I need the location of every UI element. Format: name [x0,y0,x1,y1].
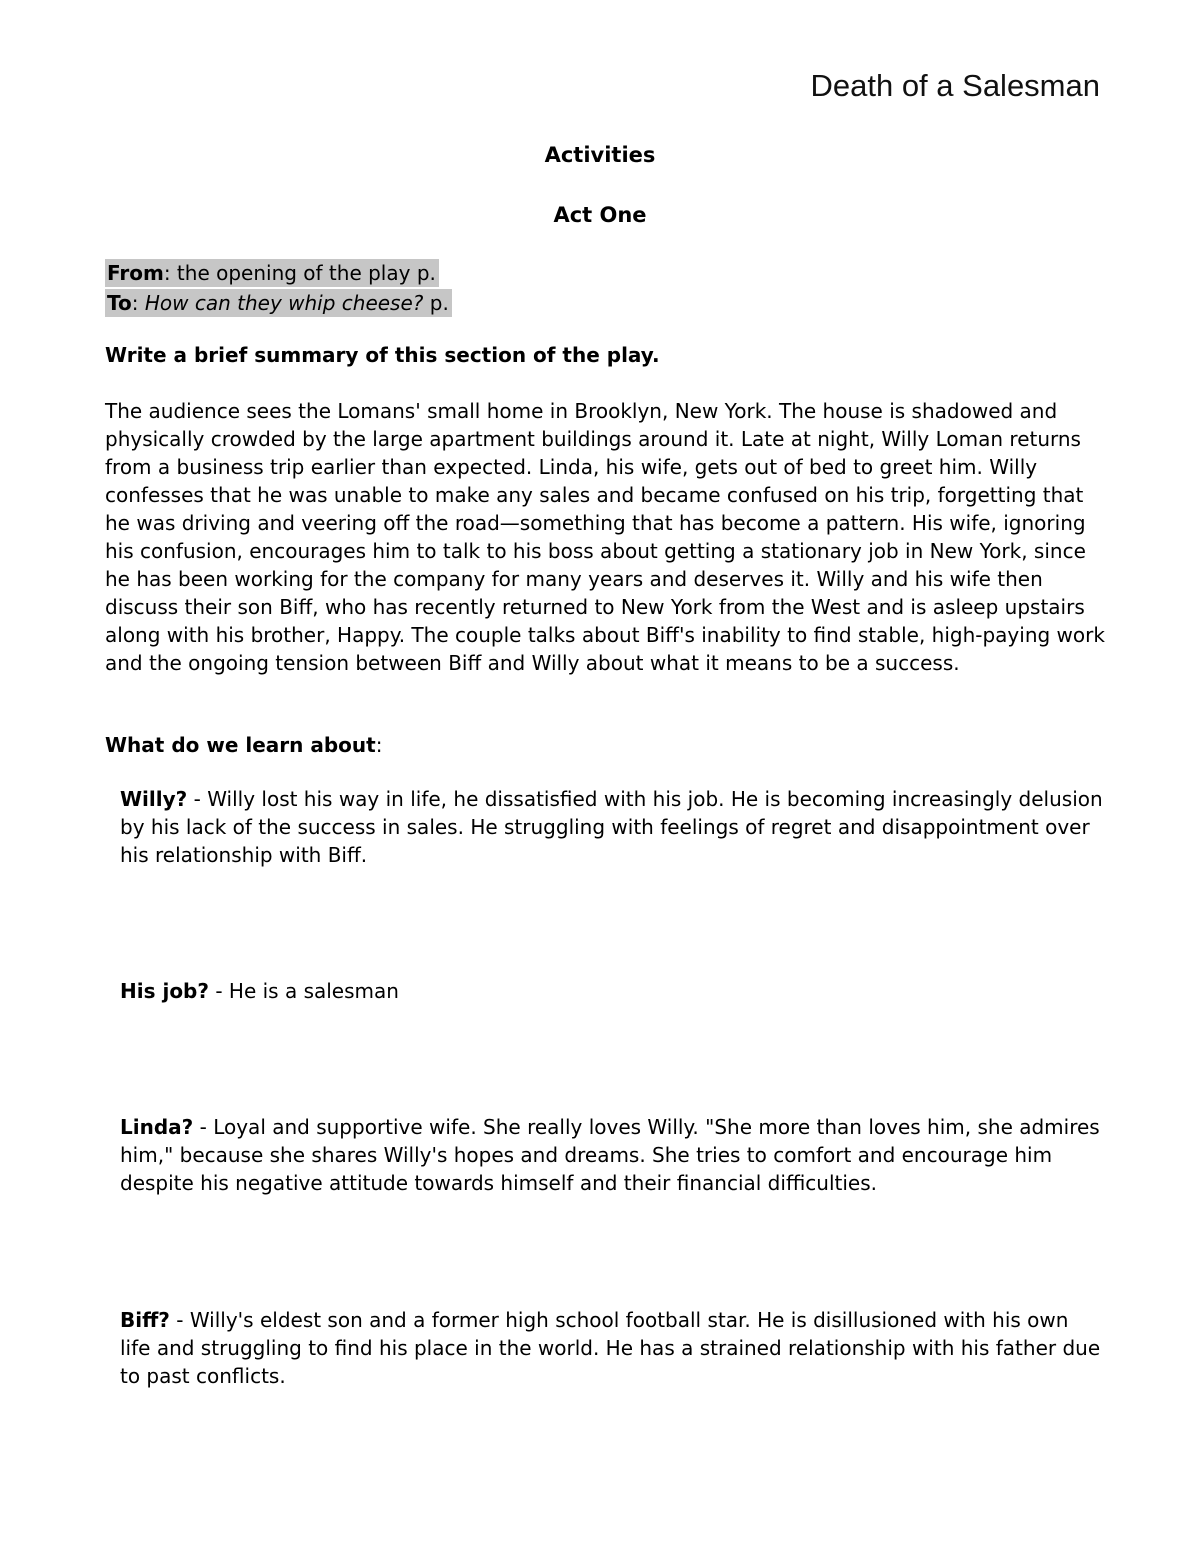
range-to-line [105,288,452,318]
to-page: p. [423,291,449,315]
page-range [105,258,452,318]
answer-job [120,977,1105,1005]
answer-biff [120,1306,1105,1390]
question-linda: Linda? [120,1115,194,1139]
to-quote: How can they whip cheese? [144,291,424,315]
summary-text: The audience sees the Lomans' small home in Brooklyn, New York. The house is shadowed and physically crowded by the large apartment buildings around it. Late at night, Willy Loman returns from a business trip earlier than expected. Linda, his wife, gets out of bed to greet him. Willy confesses that he was unable to make any sales and became confused on his trip, forgetting that he was driving and veering off the road—something that has become a pattern. His wife, ignoring his confusion, encourages him to talk to his boss about getting a stationary job in New York, since he has been working for the company for many years and deserves it. Willy and his wife then discuss their son Biff, who has recently returned to New York from the West and is asleep upstairs along with his brother, Happy. The couple talks about Biff's inability to find stable, high-paying work and the ongoing tension between Biff and Willy about what it means to be a success. [105,399,1105,675]
question-biff: Biff? [120,1308,170,1332]
answer-biff-text: - Willy's eldest son and a former high school football star. He is disillusioned with his own life and struggling to find his place in the world. He has a strained relationship with his father due to past conflicts. [120,1308,1101,1388]
answer-linda [120,1113,1105,1197]
to-separator: : [131,291,145,315]
from-text: : the opening of the play p. [163,261,436,285]
answer-linda-text: - Loyal and supportive wife. She really loves Willy. "She more than loves him, she admires him," because she shares Willy's hopes and dreams. She tries to comfort and encourage him despite his negative attitude towards himself and their financial difficulties. [120,1115,1100,1195]
learn-suffix: : [375,733,383,757]
answer-willy-text: - Willy lost his way in life, he dissatisfied with his job. He is becoming increasingly delusion by his lack of the success in sales. He struggling with feelings of regret and disappointment over his relationship with Biff. [120,787,1103,867]
range-from-line [105,258,452,288]
summary-prompt: Write a brief summary of this section of the play. [105,343,660,367]
learn-label: What do we learn about [105,733,376,757]
answer-job-text: - He is a salesman [208,979,399,1003]
page-header-title: Death of a Salesman [810,68,1100,103]
learn-prompt [105,733,382,757]
act-title: Act One [553,203,647,227]
section-title: Activities [544,143,656,167]
answer-willy [120,785,1105,869]
question-job: His job? [120,979,209,1003]
question-willy: Willy? [120,787,188,811]
to-label: To [107,291,132,315]
from-label: From [107,261,164,285]
